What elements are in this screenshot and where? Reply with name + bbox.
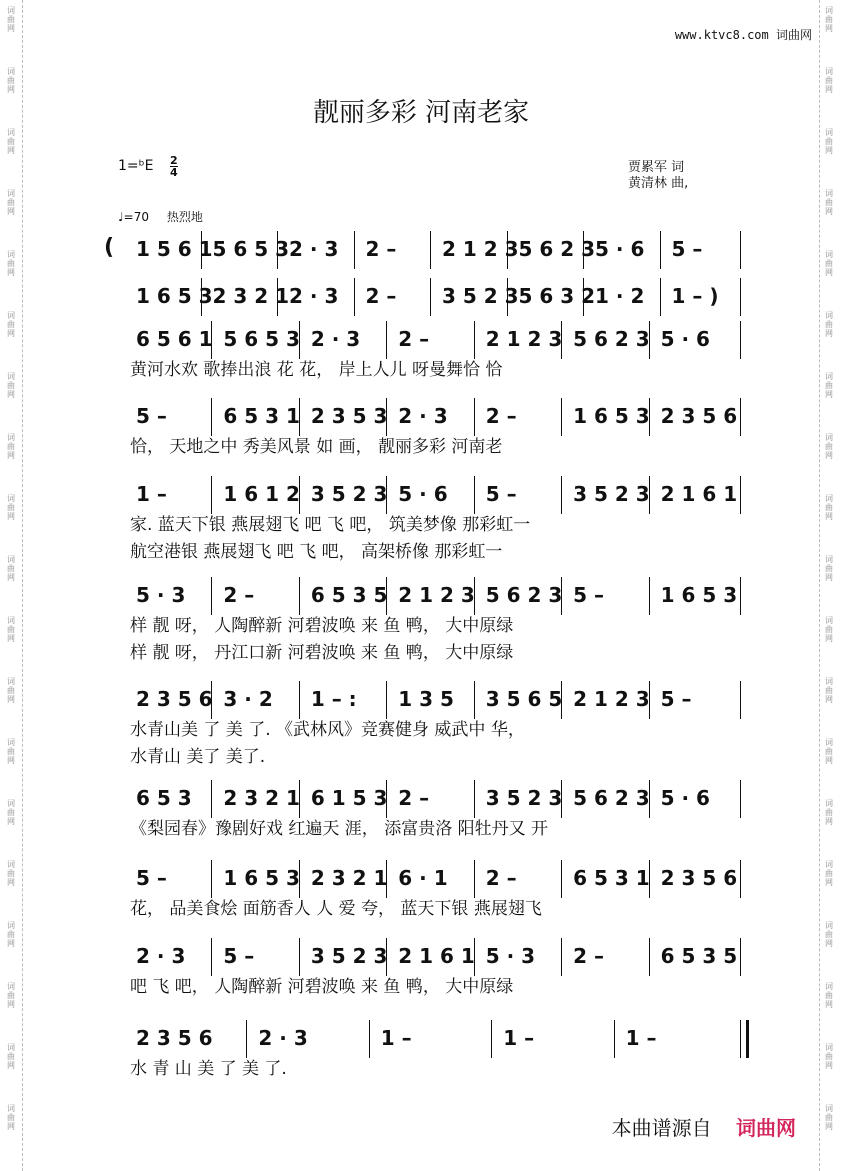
measure: 5 6 3 2 (518, 284, 596, 308)
measure: 2 3 5 6 (136, 687, 213, 711)
measure: 1 – (625, 1026, 657, 1050)
bar-line (660, 278, 661, 316)
watermark-glyph: 词 曲 网 (7, 799, 15, 826)
watermark-glyph: 词 曲 网 (7, 921, 15, 948)
measure: 1 6 1 2 (223, 482, 300, 506)
bar-line (583, 231, 584, 269)
bar-line (474, 780, 475, 818)
bar-line (386, 938, 387, 976)
lyric-line: 恰， 天地之中 秀美风景 如 画， 靓丽多彩 河南老 (130, 437, 503, 457)
bar-line (740, 476, 741, 514)
footer-brand[interactable]: 词曲网 (736, 1116, 796, 1140)
measure: 2 3 2 1 (223, 786, 300, 810)
watermark-glyph: 词 曲 网 (7, 372, 15, 399)
watermark-glyph: 词 曲 网 (7, 189, 15, 216)
lyric-line: 水青山 美了 美了. (130, 747, 266, 767)
measure: 3 5 2 3 (485, 786, 563, 810)
measure: 2 – (573, 944, 605, 968)
footer-source (612, 1112, 796, 1141)
measure: 5 · 6 (398, 482, 448, 506)
bar-line (740, 231, 741, 269)
measure: 6 5 3 1 (223, 404, 300, 428)
watermark-glyph: 词 曲 网 (7, 311, 15, 338)
key-signature: 1=ᵇE (118, 158, 154, 174)
lyricist: 贾累军 词 (628, 160, 685, 175)
measure: 2 3 2 1 (212, 284, 290, 308)
measure: 6 5 3 (136, 786, 192, 810)
bar-line (211, 681, 212, 719)
watermark-glyph: 词 曲 网 (7, 1104, 15, 1131)
bar-line (430, 278, 431, 316)
watermark-glyph: 词 曲 网 (7, 738, 15, 765)
watermark-glyph: 词 曲 网 (825, 982, 833, 1009)
composer: 黄清林 曲, (628, 176, 689, 191)
notation-line (130, 284, 742, 318)
measure: 1 – (136, 482, 167, 506)
lyric-line: 水青山美 了 美 了. 《武林风》竞赛健身 威武中 华， (130, 720, 525, 740)
measure: 5 · 3 (485, 944, 536, 968)
measure: 2 3 5 6 (660, 866, 738, 890)
measure: 5 · 6 (660, 786, 710, 810)
watermark-glyph: 词 曲 网 (825, 738, 833, 765)
final-bar-line (740, 1020, 749, 1058)
measure: 5 6 2 3 (485, 583, 563, 607)
time-signature (170, 155, 178, 178)
measure: 2 – (398, 327, 430, 351)
time-signature-numerator: 2 (170, 154, 178, 167)
measure: 2 – (365, 284, 397, 308)
measure: 5 6 2 3 (573, 786, 650, 810)
watermark-glyph: 词 曲 网 (825, 372, 833, 399)
bar-line (277, 278, 278, 316)
watermark-glyph: 词 曲 网 (825, 1043, 833, 1070)
bar-line (474, 321, 475, 359)
bar-line (386, 860, 387, 898)
measure: 3 5 6 5 (485, 687, 563, 711)
bar-line (660, 231, 661, 269)
measure: 5 – (136, 866, 167, 890)
lyric-line: 样 靓 呀， 丹江口新 河碧波唤 来 鱼 鸭， 大中原绿 (130, 643, 514, 663)
bar-line (201, 231, 202, 269)
measure: 3 5 2 3 (573, 482, 650, 506)
bar-line (507, 278, 508, 316)
measure: 2 3 5 6 (136, 1026, 213, 1050)
bar-line (583, 278, 584, 316)
measure: 6 1 5 3 (310, 786, 388, 810)
measure: 2 3 5 6 (660, 404, 738, 428)
bar-line (386, 577, 387, 615)
measure: 1 6 5 3 (223, 866, 300, 890)
lyric-line: 样 靓 呀， 人陶醉新 河碧波唤 来 鱼 鸭， 大中原绿 (130, 616, 514, 636)
bar-line (649, 938, 650, 976)
watermark-glyph: 词 曲 网 (7, 616, 15, 643)
bar-line (299, 938, 300, 976)
bar-line (561, 780, 562, 818)
measure: 3 · 2 (223, 687, 273, 711)
measure: 1 – : (310, 687, 357, 711)
watermark-glyph: 词 曲 网 (825, 67, 833, 94)
watermark-glyph: 词 曲 网 (825, 677, 833, 704)
watermark-glyph: 词 曲 网 (825, 860, 833, 887)
bar-line (474, 938, 475, 976)
lyric-line: 水 青 山 美 了 美 了. (130, 1059, 287, 1079)
measure: 2 – (223, 583, 255, 607)
measure: 5 – (136, 404, 167, 428)
measure: 3 5 2 3 (310, 482, 388, 506)
site-header[interactable] (675, 26, 812, 43)
watermark-glyph: 词 曲 网 (825, 494, 833, 521)
bar-line (474, 398, 475, 436)
measure: 2 · 3 (289, 284, 339, 308)
watermark-glyph: 词 曲 网 (7, 494, 15, 521)
watermark-glyph: 词 曲 网 (7, 555, 15, 582)
measure: 1 5 6 1 (136, 237, 213, 261)
bar-line (474, 860, 475, 898)
bar-line (740, 398, 741, 436)
watermark-glyph: 词 曲 网 (825, 128, 833, 155)
watermark-glyph: 词 曲 网 (825, 1104, 833, 1131)
measure: 2 – (485, 404, 517, 428)
watermark-glyph: 词 曲 网 (825, 250, 833, 277)
bar-line (561, 938, 562, 976)
measure: 2 1 2 3 (398, 583, 475, 607)
measure: 5 6 5 3 (212, 237, 290, 261)
bar-line (740, 860, 741, 898)
watermark-glyph: 词 曲 网 (7, 6, 15, 33)
bar-line (386, 681, 387, 719)
measure: 2 · 3 (398, 404, 448, 428)
bar-line (649, 577, 650, 615)
measure: 5 – (485, 482, 517, 506)
bar-line (740, 278, 741, 316)
bar-line (299, 860, 300, 898)
watermark-glyph: 词 曲 网 (825, 555, 833, 582)
watermark-glyph: 词 曲 网 (7, 128, 15, 155)
measure: 6 5 3 5 (310, 583, 388, 607)
bar-line (299, 398, 300, 436)
measure: 2 · 3 (136, 944, 186, 968)
bar-line (299, 577, 300, 615)
bar-line (507, 231, 508, 269)
bar-line (211, 938, 212, 976)
bar-line (246, 1020, 247, 1058)
tempo-value: ♩=70 (118, 210, 149, 224)
measure: 6 5 3 1 (573, 866, 650, 890)
notation-line (104, 235, 742, 271)
bar-line (277, 231, 278, 269)
bar-line (649, 398, 650, 436)
measure: 1 6 5 3 (136, 284, 213, 308)
measure: 2 3 2 1 (310, 866, 388, 890)
measure: 1 – ) (671, 284, 719, 308)
watermark-glyph: 词 曲 网 (825, 433, 833, 460)
lyric-line: 《梨园春》豫剧好戏 红遍天 涯， 添富贵洛 阳牡丹又 开 (130, 819, 549, 839)
bar-line (386, 476, 387, 514)
lyric-line: 黄河水欢 歌捧出浪 花 花， 岸上人儿 呀曼舞恰 恰 (130, 360, 503, 380)
measure: 6 5 3 5 (660, 944, 738, 968)
footer-label: 本曲谱源自 (611, 1116, 712, 1140)
bar-line (649, 681, 650, 719)
watermark-glyph: 词 曲 网 (7, 1043, 15, 1070)
bar-line (561, 681, 562, 719)
bar-line (561, 321, 562, 359)
bar-line (369, 1020, 370, 1058)
bar-line (354, 278, 355, 316)
measure: 2 – (398, 786, 430, 810)
bar-line (354, 231, 355, 269)
bar-line (386, 321, 387, 359)
bar-line (211, 476, 212, 514)
right-watermark-strip (822, 0, 838, 1171)
song-title: 靓丽多彩 河南老家 (312, 98, 530, 128)
bar-line (386, 398, 387, 436)
bar-line (649, 860, 650, 898)
bar-line (561, 577, 562, 615)
site-name[interactable]: 词曲网 (775, 28, 812, 42)
bar-line (299, 476, 300, 514)
watermark-glyph: 词 曲 网 (7, 433, 15, 460)
measure: 2 – (485, 866, 517, 890)
bar-line (740, 681, 741, 719)
watermark-glyph: 词 曲 网 (7, 860, 15, 887)
lyric-line: 吧 飞 吧， 人陶醉新 河碧波唤 来 鱼 鸭， 大中原绿 (130, 977, 514, 997)
bar-line (649, 780, 650, 818)
measure: 3 5 2 3 (442, 284, 519, 308)
site-url[interactable]: www.ktvc8.com (674, 28, 769, 42)
time-signature-denominator: 4 (170, 166, 178, 179)
watermark-glyph: 词 曲 网 (7, 67, 15, 94)
watermark-glyph: 词 曲 网 (825, 311, 833, 338)
measure: 2 1 2 3 (573, 687, 650, 711)
measure: 5 – (573, 583, 605, 607)
measure: 2 1 2 3 (485, 327, 563, 351)
mood-marking: 热烈地 (166, 210, 203, 224)
measure: 1 – (503, 1026, 535, 1050)
measure: 5 6 5 3 (223, 327, 300, 351)
lyric-line: 航空港银 燕展翅飞 吧 飞 吧， 高架桥像 那彩虹一 (130, 542, 503, 562)
measure: 3 5 2 3 (310, 944, 388, 968)
measure: 5 · 6 (660, 327, 710, 351)
bar-line (211, 321, 212, 359)
measure: 5 – (660, 687, 692, 711)
bar-line (561, 860, 562, 898)
measure: 6 · 1 (398, 866, 448, 890)
bar-line (211, 780, 212, 818)
measure: 5 – (223, 944, 255, 968)
bar-line (474, 476, 475, 514)
bar-line (561, 476, 562, 514)
measure: 5 – (671, 237, 703, 261)
bar-line (614, 1020, 615, 1058)
bar-line (649, 321, 650, 359)
measure: 1 3 5 (398, 687, 454, 711)
measure: 1 6 5 3 (573, 404, 650, 428)
bar-line (386, 780, 387, 818)
bar-line (430, 231, 431, 269)
watermark-glyph: 词 曲 网 (825, 189, 833, 216)
measure: 5 · 3 (136, 583, 186, 607)
bar-line (299, 321, 300, 359)
watermark-glyph: 词 曲 网 (7, 982, 15, 1009)
bar-line (211, 577, 212, 615)
measure: 1 – (380, 1026, 412, 1050)
watermark-glyph: 词 曲 网 (825, 6, 833, 33)
bar-line (491, 1020, 492, 1058)
left-watermark-strip (4, 0, 20, 1171)
watermark-glyph: 词 曲 网 (825, 799, 833, 826)
watermark-glyph: 词 曲 网 (825, 616, 833, 643)
watermark-glyph: 词 曲 网 (7, 250, 15, 277)
measure: 5 · 6 (595, 237, 645, 261)
bar-line (211, 860, 212, 898)
bar-line (299, 780, 300, 818)
bar-line (740, 780, 741, 818)
credits (628, 160, 688, 192)
measure: 5 6 2 3 (518, 237, 596, 261)
watermark-glyph: 词 曲 网 (7, 677, 15, 704)
measure: 6 5 6 1 (136, 327, 213, 351)
bar-line (474, 681, 475, 719)
watermark-glyph: 词 曲 网 (825, 921, 833, 948)
measure: 2 · 3 (310, 327, 361, 351)
bar-line (740, 321, 741, 359)
measure: 2 3 5 3 (310, 404, 388, 428)
bar-line (474, 577, 475, 615)
lyric-line: 家. 蓝天下银 燕展翅飞 吧 飞 吧， 筑美梦像 那彩虹一 (130, 515, 531, 535)
bar-line (649, 476, 650, 514)
measure: 2 · 3 (258, 1026, 308, 1050)
bar-line (740, 938, 741, 976)
tempo-marking (118, 208, 203, 225)
measure: 2 · 3 (289, 237, 339, 261)
measure: 1 · 2 (595, 284, 645, 308)
measure: 2 1 6 1 (660, 482, 738, 506)
bar-line (740, 577, 741, 615)
lyric-line: 花， 品美食烩 面筋香人 人 爱 夸， 蓝天下银 燕展翅飞 (130, 899, 542, 919)
bar-line (299, 681, 300, 719)
measure: 1 6 5 3 (660, 583, 738, 607)
bar-line (561, 398, 562, 436)
bar-line (201, 278, 202, 316)
repeat-paren: ( (104, 235, 115, 260)
measure: 5 6 2 3 (573, 327, 650, 351)
measure: 2 – (365, 237, 397, 261)
measure: 2 1 2 3 (442, 237, 519, 261)
measure: 2 1 6 1 (398, 944, 475, 968)
bar-line (211, 398, 212, 436)
